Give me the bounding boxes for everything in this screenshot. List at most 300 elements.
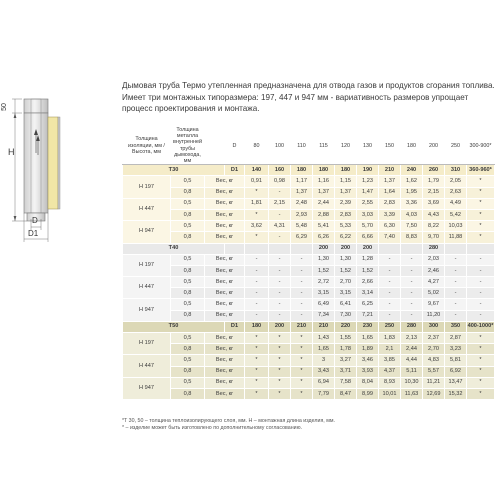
metal-thickness: 0,8: [171, 366, 205, 377]
weight-value: 6,26: [313, 232, 335, 243]
weight-value: *: [245, 187, 269, 198]
section-d1-value: 230: [357, 321, 379, 332]
weight-value: 15,32: [445, 388, 467, 399]
section-d1-value: 180: [335, 165, 357, 176]
weight-value: 3,15: [335, 288, 357, 299]
weight-value: 4,03: [401, 209, 423, 220]
footnote-2: * – изделие может быть изготовлено по дополнительному согласованию.: [122, 425, 303, 432]
weight-label: Вес, кг: [205, 187, 245, 198]
weight-value: 3,15: [313, 288, 335, 299]
metal-thickness: 0,5: [171, 377, 205, 388]
dim-h-label: H: [8, 147, 15, 157]
weight-value: *: [467, 232, 495, 243]
weight-value: 4,37: [379, 366, 401, 377]
weight-value: 7,50: [401, 221, 423, 232]
height-label: H 447: [123, 355, 171, 377]
weight-value: *: [269, 355, 291, 366]
weight-label: Вес, кг: [205, 310, 245, 321]
height-label: H 947: [123, 377, 171, 399]
header-diameter: 180: [401, 127, 423, 165]
weight-value: 7,21: [357, 310, 379, 321]
weight-value: 0,98: [269, 176, 291, 187]
weight-value: 6,30: [379, 221, 401, 232]
section-name: T50: [123, 321, 225, 332]
weight-value: *: [467, 221, 495, 232]
weight-value: 10,01: [379, 388, 401, 399]
section-d1-value: 250: [379, 321, 401, 332]
section-d1-value: 200: [357, 243, 379, 254]
section-d1-value: [245, 243, 269, 254]
weight-value: 1,16: [313, 176, 335, 187]
weight-value: 3,14: [357, 288, 379, 299]
metal-thickness: 0,8: [171, 310, 205, 321]
weight-value: 5,57: [423, 366, 445, 377]
weight-value: 5,11: [401, 366, 423, 377]
weight-value: 10,30: [401, 377, 423, 388]
weight-value: *: [291, 355, 313, 366]
weight-value: 1,30: [335, 254, 357, 265]
header-diameter: 110: [291, 127, 313, 165]
weight-value: 2,83: [335, 209, 357, 220]
weight-value: -: [269, 265, 291, 276]
weight-value: 3,62: [245, 221, 269, 232]
weight-value: 1,15: [335, 176, 357, 187]
weight-value: *: [245, 209, 269, 220]
weight-value: 2,46: [423, 265, 445, 276]
section-d1-label: D1: [225, 321, 245, 332]
weight-value: -: [269, 288, 291, 299]
table-row: [123, 221, 495, 232]
weight-value: 6,29: [291, 232, 313, 243]
weight-value: 6,22: [335, 232, 357, 243]
table-row: [123, 366, 495, 377]
section-d1-value: 160: [269, 165, 291, 176]
table-row: [123, 277, 495, 288]
weight-value: 12,69: [423, 388, 445, 399]
weight-value: 2,55: [357, 198, 379, 209]
weight-value: -: [379, 299, 401, 310]
footnotes: [122, 418, 335, 433]
weight-value: 1,30: [313, 254, 335, 265]
weight-value: 2,44: [401, 344, 423, 355]
header-diameter: 200: [423, 127, 445, 165]
weight-value: 11,88: [445, 232, 467, 243]
weight-value: 13,47: [445, 377, 467, 388]
metal-thickness: 0,5: [171, 333, 205, 344]
section-d1-value: [291, 243, 313, 254]
weight-value: 0,91: [245, 176, 269, 187]
weight-value: -: [445, 288, 467, 299]
header-metal: Толщина металла внутренней трубы дымохода, мм: [171, 127, 205, 165]
header-diameter: 130: [357, 127, 379, 165]
weight-value: *: [245, 355, 269, 366]
section-d1-value: 200: [335, 243, 357, 254]
weight-value: 1,52: [313, 265, 335, 276]
weight-value: -: [401, 254, 423, 265]
section-name: T30: [123, 165, 225, 176]
height-label: H 197: [123, 176, 171, 198]
weight-value: 3,85: [379, 355, 401, 366]
weight-value: 7,34: [313, 310, 335, 321]
weight-value: *: [467, 198, 495, 209]
weight-value: 9,67: [423, 299, 445, 310]
table-row: [123, 355, 495, 366]
weight-value: -: [401, 288, 423, 299]
header-diameter: 80: [245, 127, 269, 165]
weight-value: 3,27: [335, 355, 357, 366]
table-row: [123, 377, 495, 388]
metal-thickness: 0,8: [171, 344, 205, 355]
metal-thickness: 0,5: [171, 355, 205, 366]
weight-value: 3,69: [423, 198, 445, 209]
weight-value: -: [291, 265, 313, 276]
section-d1-value: [401, 243, 423, 254]
weight-value: -: [291, 288, 313, 299]
weight-value: *: [467, 333, 495, 344]
header-diameter: 250: [445, 127, 467, 165]
height-label: H 197: [123, 254, 171, 276]
weight-value: *: [245, 388, 269, 399]
weight-value: 1,37: [379, 176, 401, 187]
weight-label: Вес, кг: [205, 366, 245, 377]
weight-value: 1,78: [335, 344, 357, 355]
table-row: [123, 388, 495, 399]
weight-value: -: [291, 299, 313, 310]
weight-value: 1,52: [357, 265, 379, 276]
weight-value: 8,47: [335, 388, 357, 399]
table-row: [123, 333, 495, 344]
weight-label: Вес, кг: [205, 254, 245, 265]
table-row: [123, 310, 495, 321]
weight-value: -: [269, 187, 291, 198]
weight-value: 11,63: [401, 388, 423, 399]
weight-value: -: [269, 232, 291, 243]
weight-value: 2,13: [401, 333, 423, 344]
section-d1-value: [269, 243, 291, 254]
weight-value: 3: [313, 355, 335, 366]
header-insulation: Толщина изоляции, мм / Высота, мм: [123, 127, 171, 165]
metal-thickness: 0,5: [171, 299, 205, 310]
weight-value: 1,65: [313, 344, 335, 355]
weight-value: 3,39: [379, 209, 401, 220]
weight-value: 2,39: [335, 198, 357, 209]
section-d1-value: 280: [423, 243, 445, 254]
height-label: H 447: [123, 277, 171, 299]
table-row: [123, 209, 495, 220]
section-d1-label: [225, 243, 245, 254]
weight-label: Вес, кг: [205, 288, 245, 299]
weight-label: Вес, кг: [205, 277, 245, 288]
weight-value: 2,15: [269, 198, 291, 209]
section-d1-value: 200: [313, 243, 335, 254]
section-d1-value: 400-1000*: [467, 321, 495, 332]
weight-table: [122, 126, 495, 400]
table-row: [123, 187, 495, 198]
header-d: D: [225, 127, 245, 165]
weight-value: -: [379, 254, 401, 265]
weight-value: 9,70: [423, 232, 445, 243]
section-d1-value: [467, 243, 495, 254]
weight-value: *: [467, 176, 495, 187]
weight-value: 11,21: [423, 377, 445, 388]
weight-value: -: [401, 310, 423, 321]
header-spacer: [205, 127, 225, 165]
metal-thickness: 0,5: [171, 176, 205, 187]
weight-value: 3,03: [357, 209, 379, 220]
weight-value: *: [467, 209, 495, 220]
weight-value: *: [467, 355, 495, 366]
section-d1-value: 140: [245, 165, 269, 176]
weight-value: 4,44: [401, 355, 423, 366]
weight-value: -: [269, 254, 291, 265]
weight-value: 4,31: [269, 221, 291, 232]
section-d1-label: D1: [225, 165, 245, 176]
weight-value: -: [467, 254, 495, 265]
weight-value: 2,03: [423, 254, 445, 265]
weight-value: *: [467, 187, 495, 198]
section-d1-value: 200: [269, 321, 291, 332]
table-row: [123, 198, 495, 209]
weight-value: -: [379, 277, 401, 288]
metal-thickness: 0,8: [171, 187, 205, 198]
weight-value: 2,66: [357, 277, 379, 288]
metal-thickness: 0,8: [171, 209, 205, 220]
table-row: [123, 265, 495, 276]
weight-value: 8,99: [357, 388, 379, 399]
weight-value: -: [401, 265, 423, 276]
section-d1-value: 180: [245, 321, 269, 332]
weight-value: *: [291, 344, 313, 355]
section-d1-value: [379, 243, 401, 254]
weight-value: 10,03: [445, 221, 467, 232]
weight-value: *: [245, 377, 269, 388]
weight-value: 7,30: [335, 310, 357, 321]
footnote-1: *T 30, 50 – толщина теплоизолирующего слоя, мм. H – монтажная длина изделия, мм.: [122, 418, 336, 424]
weight-value: 2,48: [291, 198, 313, 209]
weight-value: 4,49: [445, 198, 467, 209]
weight-value: 3,46: [357, 355, 379, 366]
table-row: [123, 344, 495, 355]
section-d1-value: 180: [291, 165, 313, 176]
weight-value: *: [467, 377, 495, 388]
weight-value: *: [291, 366, 313, 377]
weight-value: -: [467, 265, 495, 276]
weight-value: *: [245, 232, 269, 243]
metal-thickness: 0,8: [171, 388, 205, 399]
weight-value: 3,71: [335, 366, 357, 377]
weight-value: -: [401, 277, 423, 288]
weight-value: 1,47: [357, 187, 379, 198]
metal-thickness: 0,8: [171, 288, 205, 299]
weight-value: 11,20: [423, 310, 445, 321]
metal-thickness: 0,8: [171, 232, 205, 243]
metal-thickness: 0,5: [171, 221, 205, 232]
weight-value: 4,27: [423, 277, 445, 288]
weight-value: -: [401, 299, 423, 310]
weight-value: 1,43: [313, 333, 335, 344]
weight-value: -: [245, 310, 269, 321]
chimney-pipe-drawing: [0, 95, 115, 255]
weight-value: 1,95: [401, 187, 423, 198]
weight-value: 3,93: [357, 366, 379, 377]
weight-value: -: [269, 310, 291, 321]
weight-label: Вес, кг: [205, 232, 245, 243]
table-row: [123, 299, 495, 310]
weight-value: -: [467, 299, 495, 310]
weight-value: *: [269, 366, 291, 377]
weight-value: 1,37: [291, 187, 313, 198]
weight-value: 6,49: [313, 299, 335, 310]
weight-value: 2,44: [313, 198, 335, 209]
weight-value: -: [245, 265, 269, 276]
weight-value: 1,52: [335, 265, 357, 276]
weight-value: 1,81: [245, 198, 269, 209]
weight-value: 2,05: [445, 176, 467, 187]
weight-label: Вес, кг: [205, 299, 245, 310]
product-description: Дымовая труба Термо утепленная предназначена для отвода газов и продуктов сгорания топлива. Имеет три монтажных типоразмера: 197, 447 и 947 мм - вариативность размеров упрощает процесс проектирования и монтажа.: [122, 81, 495, 114]
header-diameter: 100: [269, 127, 291, 165]
dim-d-label: D: [32, 216, 38, 225]
weight-value: 5,48: [291, 221, 313, 232]
weight-value: *: [269, 344, 291, 355]
metal-thickness: 0,8: [171, 265, 205, 276]
weight-value: *: [467, 388, 495, 399]
weight-value: 2,93: [291, 209, 313, 220]
weight-value: *: [291, 388, 313, 399]
weight-value: 5,02: [423, 288, 445, 299]
weight-value: -: [467, 277, 495, 288]
section-d1-value: 210: [313, 321, 335, 332]
weight-value: 1,23: [357, 176, 379, 187]
weight-value: 8,22: [423, 221, 445, 232]
weight-value: 4,43: [423, 209, 445, 220]
weight-value: 2,1: [379, 344, 401, 355]
weight-value: -: [445, 310, 467, 321]
weight-label: Вес, кг: [205, 265, 245, 276]
weight-value: 2,72: [313, 277, 335, 288]
weight-value: 1,89: [357, 344, 379, 355]
weight-value: 7,79: [313, 388, 335, 399]
weight-label: Вес, кг: [205, 377, 245, 388]
weight-value: -: [379, 310, 401, 321]
weight-label: Вес, кг: [205, 221, 245, 232]
weight-value: *: [245, 344, 269, 355]
section-row: [123, 243, 495, 254]
section-d1-value: 190: [357, 165, 379, 176]
weight-value: 5,42: [445, 209, 467, 220]
weight-value: 1,28: [357, 254, 379, 265]
section-d1-value: 180: [313, 165, 335, 176]
weight-value: *: [245, 333, 269, 344]
weight-value: -: [245, 277, 269, 288]
weight-value: *: [291, 333, 313, 344]
height-label: H 447: [123, 198, 171, 220]
weight-value: *: [245, 366, 269, 377]
header-diameter: 150: [379, 127, 401, 165]
weight-label: Вес, кг: [205, 388, 245, 399]
section-d1-value: 210: [291, 321, 313, 332]
weight-value: -: [379, 265, 401, 276]
height-label: H 947: [123, 221, 171, 243]
header-diameter: 300-900*: [467, 127, 495, 165]
header-row: [123, 127, 495, 165]
weight-label: Вес, кг: [205, 176, 245, 187]
table-row: [123, 254, 495, 265]
weight-value: 1,37: [313, 187, 335, 198]
weight-value: 5,70: [357, 221, 379, 232]
section-d1-value: 350: [445, 321, 467, 332]
weight-value: 5,81: [445, 355, 467, 366]
weight-table-body: [123, 127, 495, 400]
weight-value: 3,36: [401, 198, 423, 209]
weight-label: Вес, кг: [205, 344, 245, 355]
weight-value: -: [269, 277, 291, 288]
weight-value: 2,70: [335, 277, 357, 288]
section-d1-value: 280: [401, 321, 423, 332]
weight-value: 1,64: [379, 187, 401, 198]
weight-value: -: [291, 310, 313, 321]
weight-value: -: [291, 254, 313, 265]
weight-label: Вес, кг: [205, 355, 245, 366]
weight-value: 8,93: [379, 377, 401, 388]
table-row: [123, 288, 495, 299]
weight-value: 2,87: [445, 333, 467, 344]
weight-value: 5,33: [335, 221, 357, 232]
weight-value: 1,55: [335, 333, 357, 344]
weight-value: *: [291, 377, 313, 388]
section-d1-value: 240: [401, 165, 423, 176]
weight-value: -: [467, 310, 495, 321]
weight-value: -: [445, 299, 467, 310]
weight-value: 1,79: [423, 176, 445, 187]
metal-thickness: 0,5: [171, 254, 205, 265]
weight-value: *: [269, 377, 291, 388]
weight-value: 1,37: [335, 187, 357, 198]
metal-thickness: 0,5: [171, 198, 205, 209]
weight-value: 6,92: [445, 366, 467, 377]
weight-value: 2,37: [423, 333, 445, 344]
section-d1-value: 220: [335, 321, 357, 332]
weight-value: 6,66: [357, 232, 379, 243]
table-row: [123, 176, 495, 187]
weight-value: 5,41: [313, 221, 335, 232]
weight-value: -: [467, 288, 495, 299]
weight-value: 2,15: [423, 187, 445, 198]
weight-value: -: [379, 288, 401, 299]
header-diameter: 115: [313, 127, 335, 165]
weight-value: 2,70: [423, 344, 445, 355]
dim-50-label: 50: [1, 103, 8, 111]
weight-value: 8,04: [357, 377, 379, 388]
section-d1-value: 360-960*: [467, 165, 495, 176]
section-d1-value: 310: [445, 165, 467, 176]
weight-value: 1,17: [291, 176, 313, 187]
weight-value: 1,62: [401, 176, 423, 187]
header-diameter: 120: [335, 127, 357, 165]
weight-value: -: [269, 209, 291, 220]
weight-label: Вес, кг: [205, 209, 245, 220]
weight-value: *: [269, 333, 291, 344]
weight-value: -: [291, 277, 313, 288]
dim-d1-label: D1: [28, 229, 39, 238]
weight-value: *: [467, 366, 495, 377]
weight-value: 6,25: [357, 299, 379, 310]
table-row: [123, 232, 495, 243]
weight-value: 3,43: [313, 366, 335, 377]
weight-value: -: [245, 254, 269, 265]
weight-value: 2,83: [379, 198, 401, 209]
weight-value: 4,83: [423, 355, 445, 366]
